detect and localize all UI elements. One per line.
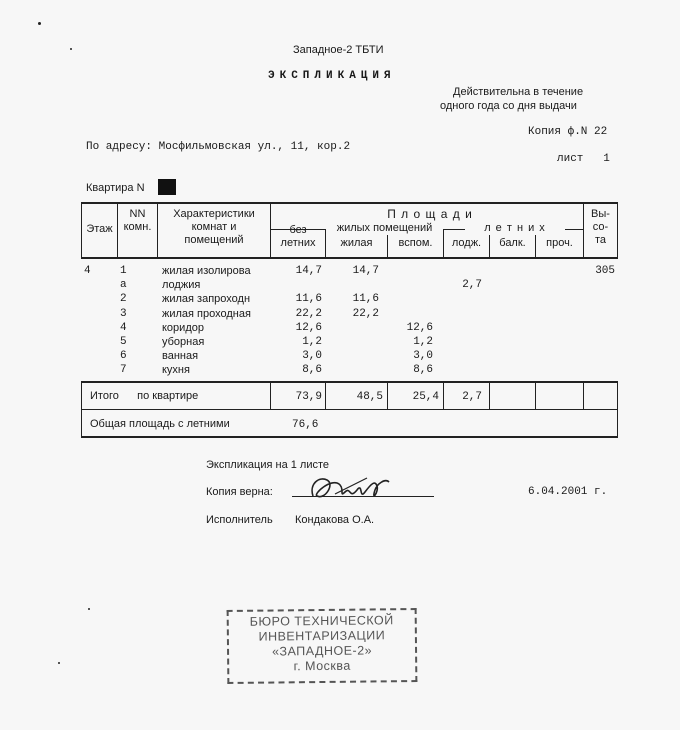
totals-divider bbox=[535, 381, 536, 410]
apartment-label: Квартира N bbox=[86, 182, 145, 194]
signature-image bbox=[305, 470, 395, 506]
col-living-header: жилая bbox=[340, 237, 373, 249]
totals-border bbox=[81, 436, 618, 438]
area-with-summer-label: Общая площадь с летними bbox=[90, 418, 230, 430]
totals-divider bbox=[270, 381, 271, 410]
col-height-line: та bbox=[594, 234, 607, 246]
cell-nn: 1 bbox=[120, 265, 127, 277]
totals-border bbox=[81, 381, 618, 383]
cell-living: 14,7 bbox=[352, 265, 379, 277]
col-height-line: Вы- bbox=[591, 208, 610, 220]
validity-line-2: одного года со дня выдачи bbox=[440, 100, 577, 112]
totals-label: Итого по квартире bbox=[90, 390, 199, 402]
col-height-header bbox=[584, 208, 617, 247]
col-aux-header: вспом. bbox=[398, 237, 433, 249]
col-other-header: проч. bbox=[546, 237, 573, 249]
totals-without-summer: 73,9 bbox=[295, 391, 322, 403]
col-char-line: Характеристики bbox=[173, 208, 255, 220]
stamp-line: БЮРО ТЕХНИЧЕСКОЙ bbox=[249, 613, 394, 629]
totals-living: 48,5 bbox=[356, 391, 383, 403]
stamp-line: г. Москва bbox=[293, 658, 351, 674]
cell-total: 8,6 bbox=[302, 364, 322, 377]
cell-total: 12,6 bbox=[295, 321, 322, 334]
col-char-line: помещений bbox=[184, 234, 244, 246]
areas-group-header: П л о щ а д и bbox=[387, 207, 473, 221]
cell-total: 22,2 bbox=[295, 307, 322, 320]
copy-number: Копия ф.N 22 bbox=[528, 126, 608, 138]
cell-loggia: 2,7 bbox=[462, 279, 482, 292]
totals-divider bbox=[583, 381, 584, 410]
area-with-summer-value: 76,6 bbox=[292, 419, 319, 431]
col-nn-line: NN bbox=[129, 208, 146, 220]
cell-height: 305 bbox=[595, 265, 615, 277]
cell-total: 11,6 bbox=[295, 293, 322, 306]
col-char-line: комнат и bbox=[191, 221, 237, 233]
document-title: ЭКСПЛИКАЦИЯ bbox=[268, 70, 396, 82]
bti-stamp bbox=[227, 608, 418, 684]
validity-line-1: Действительна в течение bbox=[453, 86, 584, 98]
cell-nn: 4 bbox=[120, 321, 127, 334]
cell-floor: 4 bbox=[84, 265, 91, 277]
scan-speck bbox=[58, 662, 60, 664]
col-without-line: летних bbox=[280, 237, 316, 249]
table-border bbox=[81, 257, 618, 259]
scan-speck bbox=[38, 22, 41, 25]
stamp-line: ИНВЕНТАРИЗАЦИИ bbox=[258, 628, 386, 644]
living-group-header: жилых помещений bbox=[326, 222, 443, 235]
cell-aux: 3,0 bbox=[413, 350, 433, 363]
scan-speck bbox=[70, 48, 72, 50]
col-nn-line: комн. bbox=[123, 221, 152, 233]
totals-border bbox=[81, 381, 82, 437]
cell-total: 1,2 bbox=[302, 336, 322, 348]
address: По адресу: Мосфильмовская ул., 11, кор.2 bbox=[86, 141, 351, 153]
cell-name: жилая изолирова bbox=[162, 265, 251, 277]
cell-nn: 5 bbox=[120, 336, 127, 348]
col-characteristics-header bbox=[158, 208, 270, 247]
cell-aux: 8,6 bbox=[413, 364, 433, 377]
cell-name: кухня bbox=[162, 364, 190, 377]
executor-name: Кондакова О.А. bbox=[295, 514, 375, 526]
totals-aux: 25,4 bbox=[412, 391, 439, 403]
totals-divider bbox=[325, 381, 326, 410]
totals-divider bbox=[443, 381, 444, 410]
col-balcony-header: балк. bbox=[499, 237, 526, 249]
table-border bbox=[81, 202, 618, 204]
cell-name: уборная bbox=[162, 336, 205, 348]
cell-name: жилая проходная bbox=[162, 307, 251, 320]
issue-date: 6.04.2001 г. bbox=[528, 486, 608, 498]
cell-nn: а bbox=[120, 279, 127, 292]
col-height-line: со- bbox=[592, 221, 609, 233]
col-floor-header: Этаж bbox=[86, 223, 113, 235]
cell-name: жилая запроходн bbox=[162, 293, 251, 306]
cell-name: ванная bbox=[162, 350, 199, 363]
totals-divider bbox=[489, 381, 490, 410]
table-border bbox=[617, 202, 618, 258]
totals-border bbox=[81, 409, 618, 410]
col-without-line: без bbox=[289, 224, 307, 236]
col-without-summer-header bbox=[271, 224, 325, 250]
totals-divider bbox=[387, 381, 388, 410]
copy-true-label: Копия верна: bbox=[206, 486, 273, 498]
summer-group-header: л е т н и х bbox=[465, 222, 565, 235]
org-name: Западное-2 ТБТИ bbox=[293, 44, 384, 56]
cell-nn: 7 bbox=[120, 364, 127, 377]
col-loggia-header: лодж. bbox=[451, 237, 482, 249]
cell-aux: 12,6 bbox=[406, 321, 433, 334]
totals-border bbox=[617, 381, 618, 437]
sheets-note: Экспликация на 1 листе bbox=[206, 459, 330, 471]
cell-aux: 1,2 bbox=[413, 336, 433, 348]
sheet-number: лист 1 bbox=[557, 153, 610, 165]
col-nn-header bbox=[118, 208, 157, 234]
cell-nn: 6 bbox=[120, 350, 127, 363]
scan-speck bbox=[88, 608, 90, 610]
cell-living: 22,2 bbox=[352, 307, 379, 320]
redacted-apartment-number bbox=[158, 179, 176, 195]
cell-nn: 3 bbox=[120, 307, 127, 320]
executor-label: Исполнитель bbox=[206, 514, 273, 526]
cell-nn: 2 bbox=[120, 293, 127, 306]
cell-name: коридор bbox=[162, 321, 204, 334]
stamp-line: «ЗАПАДНОЕ-2» bbox=[271, 643, 373, 659]
cell-total: 14,7 bbox=[295, 265, 322, 277]
totals-loggia: 2,7 bbox=[462, 391, 482, 403]
cell-name: лоджия bbox=[162, 279, 201, 292]
cell-living: 11,6 bbox=[352, 293, 379, 306]
cell-total: 3,0 bbox=[302, 350, 322, 363]
